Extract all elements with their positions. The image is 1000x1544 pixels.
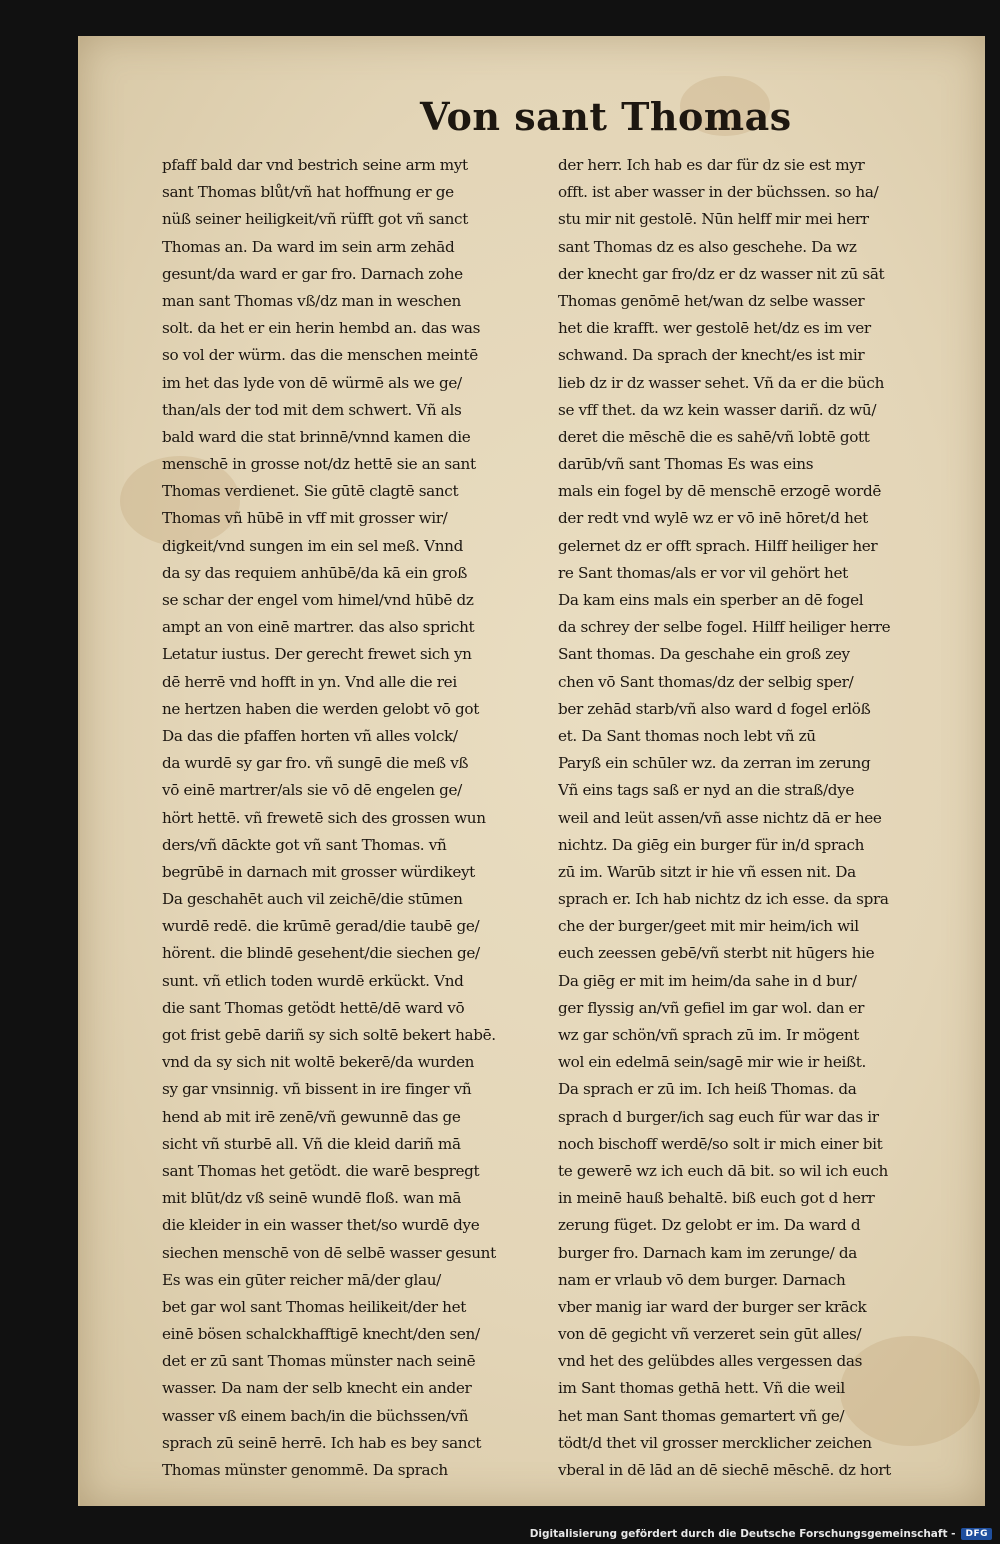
- text-line: Da giēg er mit im heim/da sahe in d bur/: [558, 971, 857, 990]
- text-line: se schar der engel vom himel/vnd hūbē dz: [162, 591, 474, 609]
- text-line: begrūbē in darnach mit grosser würdikeyt: [162, 862, 475, 881]
- text-line: tödt/d thet vil grosser mercklicher zeichen: [558, 1433, 872, 1452]
- text-line: Paryß ein schūler wz. da zerran im zerung: [558, 754, 871, 773]
- text-line: man sant Thomas vß/dz man in weschen: [162, 291, 461, 310]
- text-line: than/als der tod mit dem schwert. Vñ als: [162, 400, 462, 419]
- digitization-credit: [530, 1526, 992, 1542]
- text-line: sunt. vñ etlich toden wurdē erkückt. Vnd: [162, 971, 464, 990]
- text-line: ne hertzen haben die werden gelobt vō got: [162, 699, 479, 718]
- text-line: vnd da sy sich nit woltē bekerē/da wurden: [162, 1053, 475, 1072]
- text-line: got frist gebē dariñ sy sich soltē bekert habē.: [162, 1026, 496, 1044]
- text-line: noch bischoff werdē/so solt ir mich einer bit: [558, 1134, 883, 1153]
- text-line: da schrey der selbe fogel. Hilff heiliger herre: [558, 618, 891, 637]
- text-line: der redt vnd wylē wz er vō inē hōret/d het: [558, 509, 868, 528]
- text-line: darūb/vñ sant Thomas Es was eins: [558, 455, 814, 474]
- text-line: bald ward die stat brinnē/vnnd kamen die: [162, 427, 471, 446]
- text-line: zū im. Warūb sitzt ir hie vñ essen nit. Da: [558, 862, 856, 881]
- text-line: hörent. die blindē gesehent/die siechen ge/: [162, 944, 480, 963]
- text-line: sicht vñ sturbē all. Vñ die kleid dariñ mā: [162, 1134, 461, 1153]
- text-line: wurdē redē. die krūmē gerad/die taubē ge/: [162, 917, 480, 936]
- credit-text: Digitalisierung gefördert durch die Deutsche Forschungsgemeinschaft -: [529, 1528, 956, 1540]
- text-line: se vff thet. da wz kein wasser dariñ. dz wū/: [558, 400, 877, 419]
- text-line: der knecht gar fro/dz er dz wasser nit zū sāt: [558, 264, 885, 283]
- text-line: het man Sant thomas gemartert vñ ge/: [558, 1406, 845, 1425]
- text-line: vberal in dē lād an dē siechē mēschē. dz hort: [558, 1461, 891, 1479]
- running-title: Von sant Thomas: [420, 94, 792, 139]
- text-line: vnd het des gelübdes alles vergessen das: [558, 1352, 863, 1371]
- text-line: euch zeessen gebē/vñ sterbt nit hūgers hie: [558, 944, 875, 963]
- book-page: [78, 36, 985, 1506]
- text-line: einē bösen schalckhafftigē knecht/den sen/: [162, 1325, 480, 1344]
- text-line: Da das die pfaffen horten vñ alles volck/: [162, 726, 458, 745]
- text-line: vō einē martrer/als sie vō dē engelen ge/: [162, 781, 462, 800]
- text-line: Thomas münster genommē. Da sprach: [162, 1461, 448, 1479]
- text-line: siechen menschē von dē selbē wasser gesunt: [162, 1243, 496, 1262]
- text-line: in meinē hauß behaltē. biß euch got d herr: [558, 1189, 875, 1208]
- text-line: sprach d burger/ich sag euch für war das ir: [558, 1107, 879, 1126]
- text-line: Sant thomas. Da geschahe ein groß zey: [558, 645, 850, 664]
- text-line: von dē gegicht vñ verzeret sein gūt alles/: [558, 1325, 862, 1344]
- text-line: Thomas genōmē het/wan dz selbe wasser: [558, 291, 865, 310]
- text-line: hend ab mit irē zenē/vñ gewunnē das ge: [162, 1107, 461, 1126]
- text-line: die sant Thomas getödt hettē/dē ward vō: [162, 998, 465, 1017]
- text-line: Thomas vñ hūbē in vff mit grosser wir/: [162, 509, 448, 528]
- text-line: lieb dz ir dz wasser sehet. Vñ da er die büch: [558, 373, 885, 392]
- text-line: et. Da Sant thomas noch lebt vñ zū: [558, 726, 816, 745]
- text-line: nam er vrlaub vō dem burger. Darnach: [558, 1270, 846, 1289]
- text-line: im Sant thomas gethā hett. Vñ die weil: [558, 1379, 845, 1398]
- text-line: der herr. Ich hab es dar für dz sie est myr: [558, 156, 865, 174]
- text-column-right: [558, 152, 950, 1484]
- text-line: weil and leüt assen/vñ asse nichtz dā er hee: [558, 808, 882, 827]
- text-line: so vol der würm. das die menschen meintē: [162, 346, 478, 365]
- text-line: Da geschahēt auch vil zeichē/die stūmen: [162, 890, 463, 909]
- text-line: mals ein fogel by dē menschē erzogē wordē: [558, 482, 881, 501]
- text-line: sant Thomas het getödt. die warē bespregt: [162, 1161, 480, 1180]
- text-line: deret die mēschē die es sahē/vñ lobtē gott: [558, 427, 870, 446]
- text-line: mit blūt/dz vß seinē wundē floß. wan mā: [162, 1189, 462, 1208]
- text-line: Vñ eins tags saß er nyd an die straß/dye: [558, 781, 854, 800]
- text-line: te gewerē wz ich euch dā bit. so wil ich euch: [558, 1161, 888, 1180]
- text-line: stu mir nit gestolē. Nūn helff mir mei herr: [558, 210, 869, 229]
- text-line: nichtz. Da giēg ein burger für in/d sprach: [558, 835, 865, 854]
- text-line: gesunt/da ward er gar fro. Darnach zohe: [162, 264, 463, 283]
- text-line: schwand. Da sprach der knecht/es ist mir: [558, 346, 865, 365]
- text-line: wasser vß einem bach/in die büchssen/vñ: [162, 1406, 469, 1425]
- text-line: pfaff bald dar vnd bestrich seine arm myt: [162, 156, 468, 174]
- text-line: Es was ein gūter reicher mā/der glau/: [162, 1270, 441, 1289]
- text-line: da wurdē sy gar fro. vñ sungē die meß vß: [162, 754, 469, 773]
- text-line: sant Thomas dz es also geschehe. Da wz: [558, 237, 857, 256]
- text-line: offt. ist aber wasser in der büchssen. so ha/: [558, 183, 879, 202]
- text-line: ber zehād starb/vñ also ward d fogel erlöß: [558, 699, 871, 718]
- text-line: vber manig iar ward der burger ser krāck: [558, 1297, 867, 1316]
- text-line: sprach er. Ich hab nichtz dz ich esse. da spra: [558, 890, 889, 909]
- text-line: Da sprach er zū im. Ich heiß Thomas. da: [558, 1080, 857, 1099]
- text-line: ger flyssig an/vñ gefiel im gar wol. dan er: [558, 998, 865, 1017]
- text-line: die kleider in ein wasser thet/so wurdē dye: [162, 1216, 480, 1235]
- text-line: im het das lyde von dē würmē als we ge/: [162, 373, 462, 392]
- text-line: wasser. Da nam der selb knecht ein ander: [162, 1379, 472, 1398]
- text-line: Da kam eins mals ein sperber an dē fogel: [558, 591, 864, 609]
- dfg-logo: DFG: [961, 1528, 992, 1540]
- text-line: Thomas an. Da ward im sein arm zehād: [162, 237, 455, 256]
- text-line: sy gar vnsinnig. vñ bissent in ire finger vñ: [162, 1080, 472, 1099]
- text-column-left: [162, 152, 554, 1484]
- text-line: digkeit/vnd sungen im ein sel meß. Vnnd: [162, 536, 463, 555]
- text-line: burger fro. Darnach kam im zerunge/ da: [558, 1243, 857, 1262]
- text-line: bet gar wol sant Thomas heilikeit/der het: [162, 1297, 466, 1316]
- text-line: sprach zū seinē herrē. Ich hab es bey sanct: [162, 1433, 482, 1452]
- text-line: re Sant thomas/als er vor vil gehört het: [558, 563, 848, 582]
- text-line: Letatur iustus. Der gerecht frewet sich yn: [162, 645, 472, 664]
- text-line: solt. da het er ein herin hembd an. das was: [162, 319, 481, 338]
- text-line: wol ein edelmā sein/sagē mir wie ir heißt.: [558, 1053, 867, 1072]
- text-line: gelernet dz er offt sprach. Hilff heiliger her: [558, 536, 878, 555]
- text-line: chen vō Sant thomas/dz der selbig sper/: [558, 672, 854, 691]
- text-line: dē herrē vnd hofft in yn. Vnd alle die rei: [162, 672, 457, 691]
- text-line: ders/vñ dāckte got vñ sant Thomas. vñ: [162, 835, 447, 854]
- text-line: ampt an von einē martrer. das also spricht: [162, 618, 475, 637]
- text-line: da sy das requiem anhūbē/da kā ein groß: [162, 563, 468, 582]
- text-line: wz gar schön/vñ sprach zū im. Ir mögent: [558, 1026, 860, 1044]
- text-line: het die krafft. wer gestolē het/dz es im ver: [558, 319, 871, 338]
- text-line: det er zū sant Thomas münster nach seinē: [162, 1352, 476, 1371]
- text-line: Thomas verdienet. Sie gūtē clagtē sanct: [162, 482, 459, 501]
- text-line: menschē in grosse not/dz hettē sie an sant: [162, 455, 476, 474]
- text-line: zerung füget. Dz gelobt er im. Da ward d: [558, 1216, 861, 1235]
- text-line: hört hettē. vñ frewetē sich des grossen wun: [162, 808, 486, 827]
- text-line: nüß seiner heiligkeit/vñ rüfft got vñ sanct: [162, 210, 468, 229]
- text-line: che der burger/geet mit mir heim/ich wil: [558, 917, 859, 936]
- text-line: sant Thomas blůt/vñ hat hoffnung er ge: [162, 183, 454, 202]
